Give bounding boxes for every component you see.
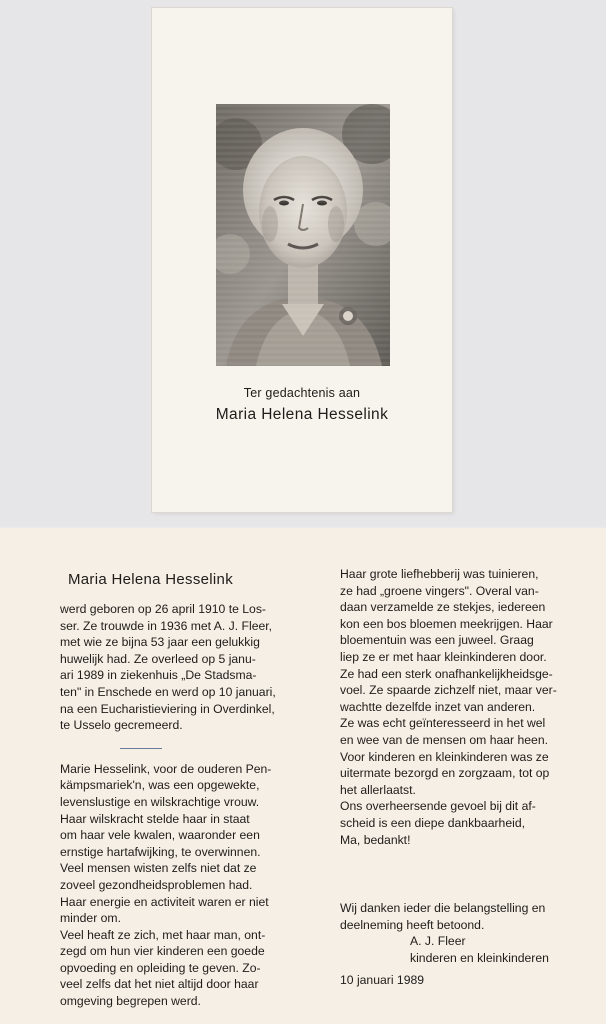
front-deceased-name: Maria Helena Hesselink xyxy=(215,406,389,423)
text-line: Voor kinderen en kleinkinderen was ze xyxy=(340,749,549,764)
text-line: Wij danken ieder die belangstelling en xyxy=(340,901,546,916)
text-line: ser. Ze trouwde in 1936 met A. J. Fleer, xyxy=(60,618,273,633)
text-line: bloementuin was een juweel. Graag xyxy=(340,633,534,648)
text-line: Ons overheersende gevoel bij dit af- xyxy=(340,799,536,814)
text-line: Haar grote liefhebberij was tuinieren, xyxy=(340,567,539,581)
text-line: werd geboren op 26 april 1910 te Los- xyxy=(60,602,266,616)
text-line: ten" in Enschede en werd op 10 januari, xyxy=(60,684,276,699)
text-line: levenslustige en wilskrachtige vrouw. xyxy=(60,794,260,809)
text-line: kon een bos bloemen meekrijgen. Haar xyxy=(340,616,553,631)
text-line: Marie Hesselink, voor de ouderen Pen- xyxy=(60,761,272,776)
text-line: uitermate bezorgd en zorgzaam, tot op xyxy=(340,766,550,781)
text-line: ernstige hartafwijking, te overwinnen. xyxy=(60,844,261,859)
text-line: minder om. xyxy=(60,911,121,926)
text-line: voel. Ze spaarde zichzelf niet, maar ver- xyxy=(340,683,557,698)
text-line: Veel heaft ze zich, met haar man, ont- xyxy=(60,927,266,942)
text-line: na een Eucharistieviering in Overdinkel, xyxy=(60,701,275,716)
memorial-card-front xyxy=(152,8,452,512)
text-line: daan verzamelde ze stekjes, iedereen xyxy=(340,600,546,615)
text-line: om haar vele kwalen, waaronder een xyxy=(60,828,260,843)
text-line: het allerlaatst. xyxy=(340,782,416,797)
text-line: omgeving begrepen werd. xyxy=(60,994,201,1009)
right-column xyxy=(340,566,588,989)
hobbies-paragraph xyxy=(340,566,588,848)
inside-deceased-name: Maria Helena Hesselink xyxy=(68,571,234,588)
text-line: met wie ze bijna 53 jaar een gelukkig xyxy=(60,635,260,650)
memorial-card-inside xyxy=(0,528,606,1024)
text-line: Haar energie en activiteit waren er niet xyxy=(60,894,269,909)
signature-family: kinderen en kleinkinderen xyxy=(410,950,549,965)
text-line: en wee van de mensen om haar heen. xyxy=(340,732,549,747)
text-line: Veel mensen wisten zelfs niet dat ze xyxy=(60,861,257,876)
text-line: deelneming heeft betoond. xyxy=(340,917,485,932)
card-date: 10 januari 1989 xyxy=(340,973,425,988)
text-line: liep ze er met haar kleinkinderen door. xyxy=(340,649,547,664)
text-line: wachtte dezelfde inzet van anderen. xyxy=(340,699,536,714)
text-line: Ze had een sterk onafhankelijkheidsge- xyxy=(340,666,553,681)
text-line: kämpsmariek'n, was een opgewekte, xyxy=(60,778,260,793)
text-line: Ma, bedankt! xyxy=(340,832,411,847)
thanks-paragraph xyxy=(340,900,588,989)
text-line: zoveel gezondheidsproblemen had. xyxy=(60,877,253,892)
text-line: ze had „groene vingers". Overal van- xyxy=(340,583,539,598)
text-line: te Usselo gecremeerd. xyxy=(60,718,183,733)
text-line: Haar wilskracht stelde haar in staat xyxy=(60,811,250,826)
text-line: huwelijk had. Ze overleed op 5 janu- xyxy=(60,651,256,666)
biography-paragraph xyxy=(60,601,332,734)
left-column xyxy=(60,570,332,1010)
text-line: Ze was echt geïnteresseerd in het wel xyxy=(340,716,546,731)
portrait-photo xyxy=(216,104,390,366)
text-line: zegd om hun vier kinderen een goede xyxy=(60,944,265,959)
character-paragraph xyxy=(60,761,332,1010)
text-line: ari 1989 in ziekenhuis „De Stadsma- xyxy=(60,668,257,683)
text-line: veel zelfs dat het niet altijd door haar xyxy=(60,977,259,992)
section-divider xyxy=(120,748,162,749)
front-caption: Ter gedachtenis aan xyxy=(243,386,361,400)
text-line: opvoeding en opleiding te geven. Zo- xyxy=(60,960,261,975)
text-line: scheid is een diepe dankbaarheid, xyxy=(340,815,525,830)
signature-name: A. J. Fleer xyxy=(410,934,466,949)
